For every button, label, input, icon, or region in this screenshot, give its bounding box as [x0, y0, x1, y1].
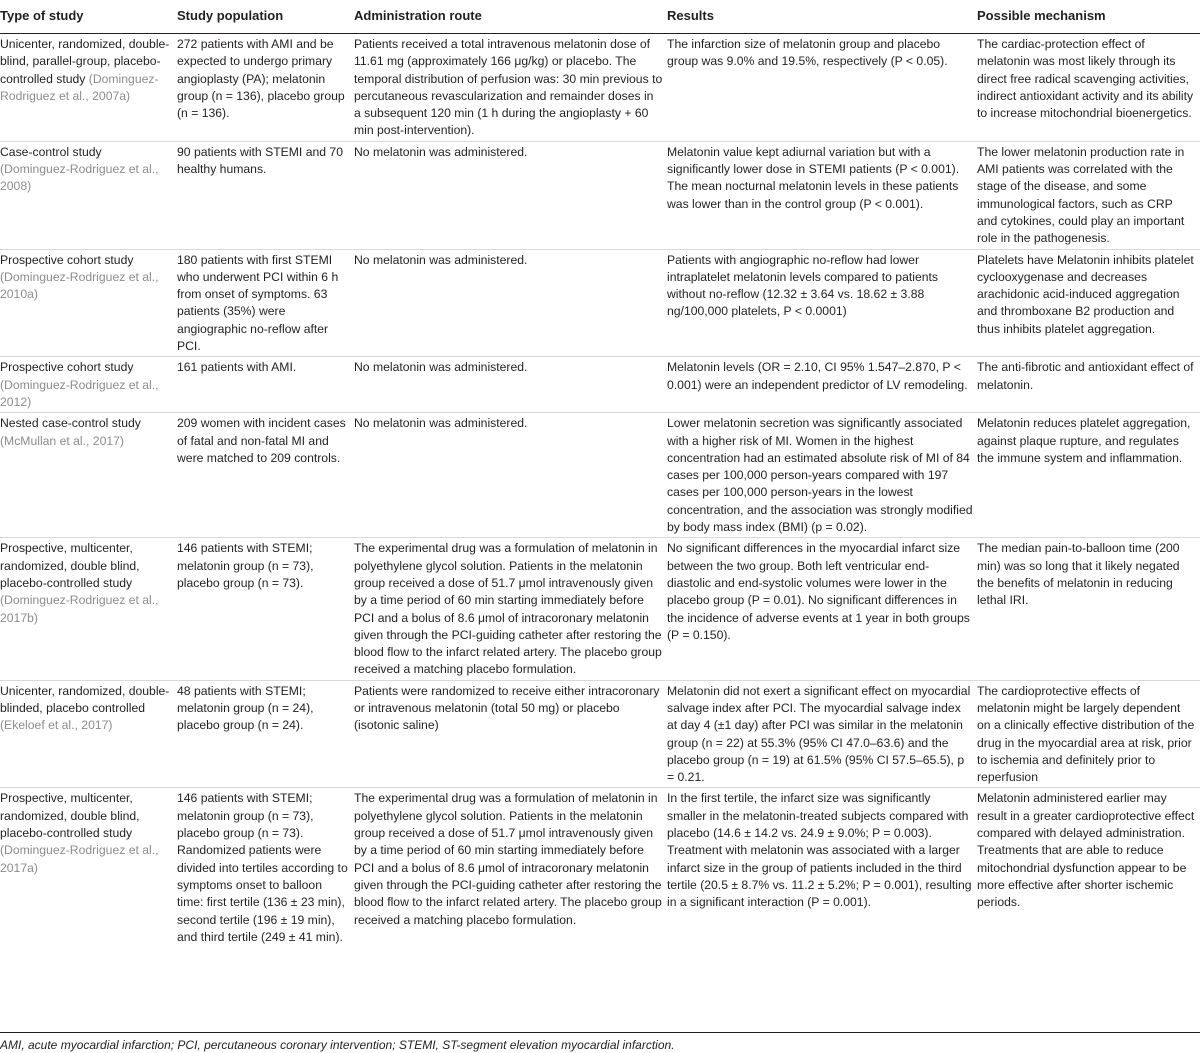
table-row [0, 413, 1200, 538]
table-row [0, 249, 1200, 357]
cell-route: The experimental drug was a formulation of melatonin in polyethylene glycol solution. Patients in the melatonin group received a dose of 51.7 μmol intravenously given by a time period of 60 min starting immediately before PCI and a bolus of 8.6 μmol of intracoronary melatonin given through the PCI-guiding catheter after restoring the blood flow to the infarct related artery. The placebo group received a matching placebo formulation. [354, 538, 667, 680]
cell-mechanism: The cardiac-protection effect of melatonin was most likely through its direct free radical scavenging activities, indirect antioxidant activity and its ability to increase mitochondrial bioenergetics. [977, 37, 1194, 121]
cell-mechanism: Platelets have Melatonin inhibits platelet cyclooxygenase and decreases arachidonic acid-induced aggregation and thromboxane B2 production and thus inhibits platelet aggregation. [977, 249, 1200, 357]
cell-mechanism: The anti-fibrotic and antioxidant effect of melatonin. [977, 357, 1200, 413]
table-row [0, 788, 1200, 947]
table-row [0, 538, 1200, 680]
cell-route: Patients were randomized to receive either intracoronary or intravenous melatonin (total 50 mg) or placebo (isotonic saline) [354, 680, 667, 788]
cell-results: Melatonin did not exert a significant effect on myocardial salvage index after PCI. The myocardial salvage index at day 4 (±1 day) after PCI was similar in the melatonin group (n = 22) at 55.3% (95% CI 47.0–63.6) and the placebo group (n = 19) at 61.5% (95% CI 57.5–65.5), p = 0.21. [667, 680, 977, 788]
header-type-of-study: Type of study [0, 0, 177, 34]
citation-link[interactable]: (McMullan et al., 2017) [0, 433, 124, 448]
table-row [0, 34, 1200, 142]
citation-link[interactable]: (Dominguez-Rodriguez et al., 2017b) [0, 593, 159, 625]
cell-type: Prospective, multicenter, randomized, double blind, placebo-controlled study (Dominguez-Rodriguez et al., 2017b) [0, 538, 177, 680]
cell-population: 272 patients with AMI and be expected to undergo primary angioplasty (PA); melatonin group (n = 136), placebo group (n = 136). [177, 37, 345, 121]
cell-type: Unicenter, randomized, double-blind, parallel-group, placebo-controlled study (Dominguez-Rodriguez et al., 2007a) [0, 37, 170, 103]
cell-results: Lower melatonin secretion was significantly associated with a higher risk of MI. Women in the highest concentration had an estimated absolute risk of MI of 84 cases per 100,000 person-years compared with 197 cases per 100,000 person-years in the lowest concentration, and the association was strongly modified by body mass index (BMI) (p = 0.02). [667, 413, 977, 538]
cell-results: No significant differences in the myocardial infarct size between the two group. Both left ventricular end-diastolic and end-systolic volumes were lower in the placebo group (P = 0.01). No significant differences in the incidence of adverse events at 1 year in both groups (P = 0.150). [667, 538, 977, 680]
cell-route: No melatonin was administered. [354, 357, 667, 413]
header-administration-route: Administration route [354, 0, 667, 34]
cell-mechanism: Melatonin reduces platelet aggregation, against plaque rupture, and regulates the immune system and inflammation. [977, 413, 1200, 538]
cell-results: Patients with angiographic no-reflow had lower intraplatelet melatonin levels compared to patients without no-reflow (12.32 ± 3.64 vs. 18.62 ± 3.88 ng/100,000 platelets, P < 0.0001) [667, 249, 977, 357]
cell-population: 180 patients with first STEMI who underwent PCI within 6 h from onset of symptoms. 63 patients (35%) were angiographic no-reflow after PCI. [177, 249, 354, 357]
cell-type: Prospective, multicenter, randomized, double blind, placebo-controlled study (Dominguez-Rodriguez et al., 2017a) [0, 788, 177, 947]
cell-population: 161 patients with AMI. [177, 357, 354, 413]
cell-population: 146 patients with STEMI; melatonin group (n = 73), placebo group (n = 73). [177, 538, 354, 680]
header-results: Results [667, 0, 977, 34]
header-possible-mechanism: Possible mechanism [977, 0, 1200, 34]
table-row [0, 680, 1200, 788]
table-footnote: AMI, acute myocardial infarction; PCI, percutaneous coronary intervention; STEMI, ST-segment elevation myocardial infarction. [0, 1032, 1200, 1053]
citation-link[interactable]: (Dominguez-Rodriguez et al., 2010a) [0, 269, 159, 302]
cell-results: The infarction size of melatonin group and placebo group was 9.0% and 19.5%, respectively (P < 0.05). [667, 37, 948, 69]
cell-route: No melatonin was administered. [354, 413, 667, 538]
citation-link[interactable]: (Ekeloef et al., 2017) [0, 718, 113, 733]
cell-route: Patients received a total intravenous melatonin dose of 11.61 mg (approximately 166 μg/kg) or placebo. The temporal distribution of perfusion was: 30 min previous to percutaneous revascularization and remainder doses in a subsequent 120 min (1 h during the angioplasty + 60 min post-intervention). [354, 37, 663, 138]
cell-type: Unicenter, randomized, double-blinded, placebo controlled (Ekeloef et al., 2017) [0, 680, 177, 788]
citation-link[interactable]: (Dominguez-Rodriguez et al., 2012) [0, 377, 159, 409]
table-row [0, 357, 1200, 413]
cell-mechanism: Melatonin administered earlier may result in a greater cardioprotective effect compared with delayed administration. Treatments that are able to reduce mitochondrial dysfunction appear to be more effective after shorter ischemic periods. [977, 788, 1200, 947]
header-study-population: Study population [177, 0, 354, 34]
cell-results: In the first tertile, the infarct size was significantly smaller in the melatonin-treated subjects compared with placebo (14.6 ± 14.2 vs. 24.9 ± 9.0%; P = 0.003). Treatment with melatonin was associated with a larger infarct size in the group of patients included in the third tertile (20.5 ± 8.7% vs. 11.2 ± 5.2%; P = 0.001), resulting in a significant interaction (P = 0.001). [667, 788, 977, 947]
cell-route: No melatonin was administered. [354, 249, 667, 357]
cell-type: Case-control study (Dominguez-Rodriguez et al., 2008) [0, 141, 177, 249]
cell-type: Prospective cohort study (Dominguez-Rodriguez et al., 2012) [0, 357, 177, 413]
citation-link[interactable]: (Dominguez-Rodriguez et al., 2007a) [0, 71, 159, 103]
table-row [0, 141, 1200, 249]
cell-population: 90 patients with STEMI and 70 healthy humans. [177, 141, 354, 249]
cell-mechanism: The lower melatonin production rate in AMI patients was correlated with the stage of the disease, and some immunological factors, such as CRP and cytokines, could play an important role in the pathogenesis. [977, 141, 1200, 249]
header-row [0, 0, 1200, 34]
cell-type: Nested case-control study (McMullan et al., 2017) [0, 413, 177, 538]
cell-mechanism: The median pain-to-balloon time (200 min) was so long that it likely negated the benefits of melatonin in reducing lethal IRI. [977, 538, 1200, 680]
cell-population: 209 women with incident cases of fatal and non-fatal MI and were matched to 209 controls. [177, 413, 354, 538]
cell-population: 48 patients with STEMI; melatonin group (n = 24), placebo group (n = 24). [177, 680, 354, 788]
cell-route: The experimental drug was a formulation of melatonin in polyethylene glycol solution. Patients in the melatonin group received a dose of 51.7 μmol intravenously given by a time period of 60 min starting immediately before PCI and a bolus of 8.6 μmol of intracoronary melatonin given through the PCI-guiding catheter after restoring the blood flow to the infarct related artery. The placebo group received a matching placebo formulation. [354, 788, 667, 947]
cell-type: Prospective cohort study (Dominguez-Rodriguez et al., 2010a) [0, 249, 177, 357]
cell-population: 146 patients with STEMI; melatonin group (n = 73), placebo group (n = 73). Randomized patients were divided into tertiles according to symptoms onset to balloon time: first tertile (136 ± 23 min), second tertile (196 ± 19 min), and third tertile (249 ± 41 min). [177, 788, 354, 947]
cell-results: Melatonin value kept adiurnal variation but with a significantly lower dose in STEMI patients (P < 0.001). The mean nocturnal melatonin levels in these patients was lower than in the control group (P < 0.001). [667, 141, 977, 249]
citation-link[interactable]: (Dominguez-Rodriguez et al., 2008) [0, 162, 159, 194]
citation-link[interactable]: (Dominguez-Rodriguez et al., 2017a) [0, 843, 159, 875]
cell-route: No melatonin was administered. [354, 141, 667, 249]
cell-results: Melatonin levels (OR = 2.10, CI 95% 1.547–2.870, P < 0.001) were an independent predictor of LV remodeling. [667, 357, 977, 413]
cell-mechanism: The cardioprotective effects of melatonin might be largely dependent on a clinically effective distribution of the drug in the myocardial area at risk, prior to ischemia and definitely prior to reperfusion [977, 680, 1200, 788]
